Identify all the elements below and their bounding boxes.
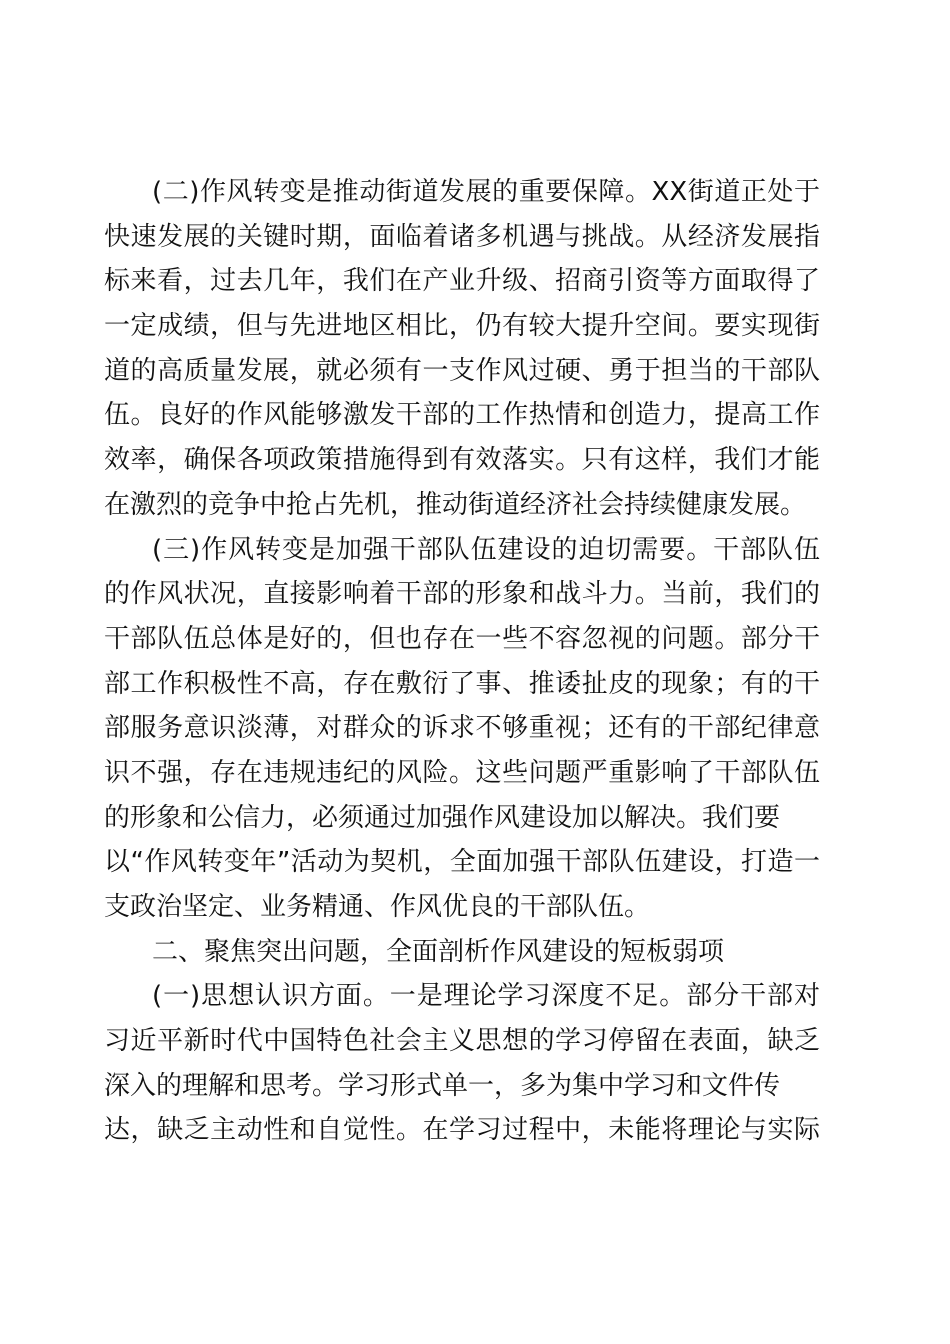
text-line: 伍。良好的作风能够激发干部的工作热情和创造力，提高工作 (104, 400, 820, 431)
text-line: 快速发展的关键时期，面临着诸多机遇与挑战。从经济发展指 (104, 221, 820, 252)
text-line: 支政治坚定、业务精通、作风优良的干部队伍。 (104, 892, 651, 922)
text-line: 达，缺乏主动性和自觉性。在学习过程中，未能将理论与实际 (104, 1115, 820, 1146)
text-line: 道的高质量发展，就必须有一支作风过硬、勇于担当的干部队 (104, 355, 820, 386)
text-line: (三)作风转变是加强干部队伍建设的迫切需要。干部队伍 (152, 534, 820, 565)
text-line: 以“作风转变年”活动为契机，全面加强干部队伍建设，打造一 (104, 847, 820, 878)
text-line: 的作风状况，直接影响着干部的形象和战斗力。当前，我们的 (104, 579, 820, 610)
text-line: (一)思想认识方面。一是理论学习深度不足。部分干部对 (152, 981, 820, 1012)
text-line: 部工作积极性不高，存在敷衍了事、推诿扯皮的现象；有的干 (104, 668, 820, 699)
text-line: 在激烈的竞争中抢占先机，推动街道经济社会持续健康发展。 (104, 489, 807, 520)
text-line: 干部队伍总体是好的，但也存在一些不容忽视的问题。部分干 (104, 623, 820, 654)
text-line: 识不强，存在违规违纪的风险。这些问题严重影响了干部队伍 (104, 757, 820, 788)
text-line: 习近平新时代中国特色社会主义思想的学习停留在表面，缺乏 (104, 1026, 820, 1057)
text-line: 的形象和公信力，必须通过加强作风建设加以解决。我们要 (104, 802, 781, 833)
text-line: 二、聚焦突出问题，全面剖析作风建设的短板弱项 (152, 936, 725, 967)
text-line: (二)作风转变是推动街道发展的重要保障。XX街道正处于 (152, 177, 820, 207)
text-line: 深入的理解和思考。学习形式单一，多为集中学习和文件传 (104, 1070, 781, 1101)
text-line: 一定成绩，但与先进地区相比，仍有较大提升空间。要实现街 (104, 311, 820, 342)
text-line: 效率，确保各项政策措施得到有效落实。只有这样，我们才能 (104, 445, 820, 476)
text-line: 部服务意识淡薄，对群众的诉求不够重视；还有的干部纪律意 (104, 713, 820, 744)
text-line: 标来看，过去几年，我们在产业升级、招商引资等方面取得了 (104, 266, 820, 297)
document-body (104, 170, 820, 1153)
